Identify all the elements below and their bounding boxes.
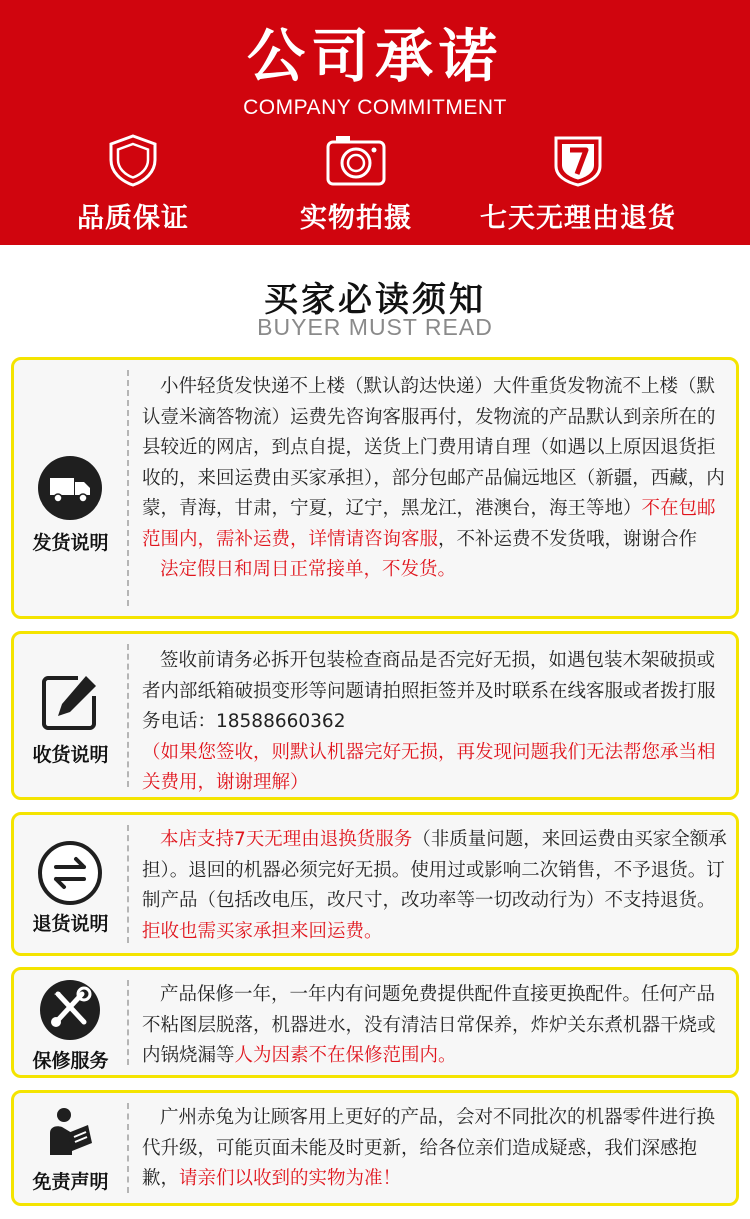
- card-divider: [127, 644, 129, 787]
- card-text: 广州赤兔为让顾客用上更好的产品，会对不同批次的机器零件进行换代升级，可能页面未能及时更新，给各位亲们造成疑惑，我们深感抱歉，: [142, 1107, 716, 1189]
- card-text: （非质量问题，来回运费由买家全额承担）。退回的机器必须完好无损。使用过或影响二次销售，不予退货。订制产品（包括改电压，改尺寸，改功率等一切改动行为）不支持退货。: [142, 829, 727, 911]
- card-divider: [127, 370, 129, 606]
- feature-real-photo: [256, 132, 456, 235]
- disclaimer-notice-card: [11, 1090, 739, 1206]
- shipping-notice-card: [11, 357, 739, 619]
- card-text-highlight: 本店支持7天无理由退换货服务: [160, 829, 413, 850]
- card-text-highlight: 请亲们以收到的实物为准！: [179, 1168, 402, 1189]
- notice-subtitle: BUYER MUST READ: [257, 314, 493, 340]
- banner-subtitle: COMPANY COMMITMENT: [243, 96, 507, 119]
- feature-quality: [33, 132, 233, 235]
- card-label: 保修服务: [32, 1050, 109, 1072]
- feature-seven-days-return: [478, 132, 678, 235]
- seven-days-icon: [550, 132, 606, 188]
- card-divider: [127, 825, 129, 943]
- card-text: 签收前请务必拆开包装检查商品是否完好无损，如遇包装木架破损或者内部纸箱破损变形等问题请拍照拒签并及时联系在线客服或者拨打服务电话：18588660362: [142, 650, 716, 732]
- card-body: [142, 980, 730, 1072]
- company-commitment-banner: [0, 0, 750, 245]
- card-divider: [127, 1103, 129, 1193]
- feature-label: 实物拍摄: [300, 203, 412, 234]
- returns-notice-card: [11, 812, 739, 956]
- shield-icon: [105, 132, 161, 188]
- exchange-icon: [38, 841, 102, 905]
- card-label: 收货说明: [32, 744, 109, 766]
- card-text-highlight: 人为因素不在保修范围内。: [234, 1045, 457, 1066]
- card-body: [142, 646, 730, 799]
- card-body: [142, 372, 730, 586]
- card-label: 免责声明: [32, 1171, 109, 1193]
- card-label: 发货说明: [32, 532, 109, 554]
- notice-title: 买家必读须知: [264, 280, 486, 320]
- card-text: 小件轻货发快递不上楼（默认韵达快递）大件重货发物流不上楼（默认壹米滴答物流）运费先咨询客服再付，发物流的产品默认到亲所在的县较近的网店，到点自提，送货上门费用请自理（如遇以上原因退货拒收的，来回运费由买家承担），部分包邮产品偏远地区（新疆，西藏，内蒙，青海，甘肃，宁夏，辽宁，黑龙江，港澳台，海王等地）: [142, 376, 725, 519]
- card-divider: [127, 980, 129, 1065]
- warranty-notice-card: [11, 967, 739, 1078]
- feature-label: 七天无理由退货: [480, 203, 676, 234]
- wrench-screwdriver-icon: [40, 980, 100, 1040]
- banner-title: 公司承诺: [246, 22, 503, 90]
- card-text-highlight: 法定假日和周日正常接单，不发货。: [160, 559, 457, 580]
- card-label: 退货说明: [32, 913, 109, 935]
- feature-label: 品质保证: [77, 203, 189, 234]
- card-text: ，不补运费不发货哦，谢谢合作: [438, 528, 698, 550]
- card-text: 产品保修一年，一年内有问题免费提供配件直接更换配件。任何产品不粘图层脱落，机器进水，没有清洁日常保养，炸炉关东煮机器干烧或内锅烧漏等: [142, 984, 716, 1066]
- edit-icon: [38, 670, 102, 734]
- card-text-highlight: （如果您签收，则默认机器完好无损，再发现问题我们无法帮您承当相关费用，谢谢理解）: [142, 741, 716, 793]
- card-body: [142, 825, 730, 947]
- camera-icon: [324, 132, 388, 188]
- card-body: [142, 1103, 730, 1195]
- card-text-highlight: 不在包邮范围内，需补运费，详情请咨询客服: [142, 498, 716, 550]
- card-text-highlight: 拒收也需买家承担来回运费。: [142, 920, 383, 942]
- receiving-notice-card: [11, 631, 739, 800]
- truck-icon: [38, 456, 102, 520]
- reader-icon: [38, 1103, 102, 1167]
